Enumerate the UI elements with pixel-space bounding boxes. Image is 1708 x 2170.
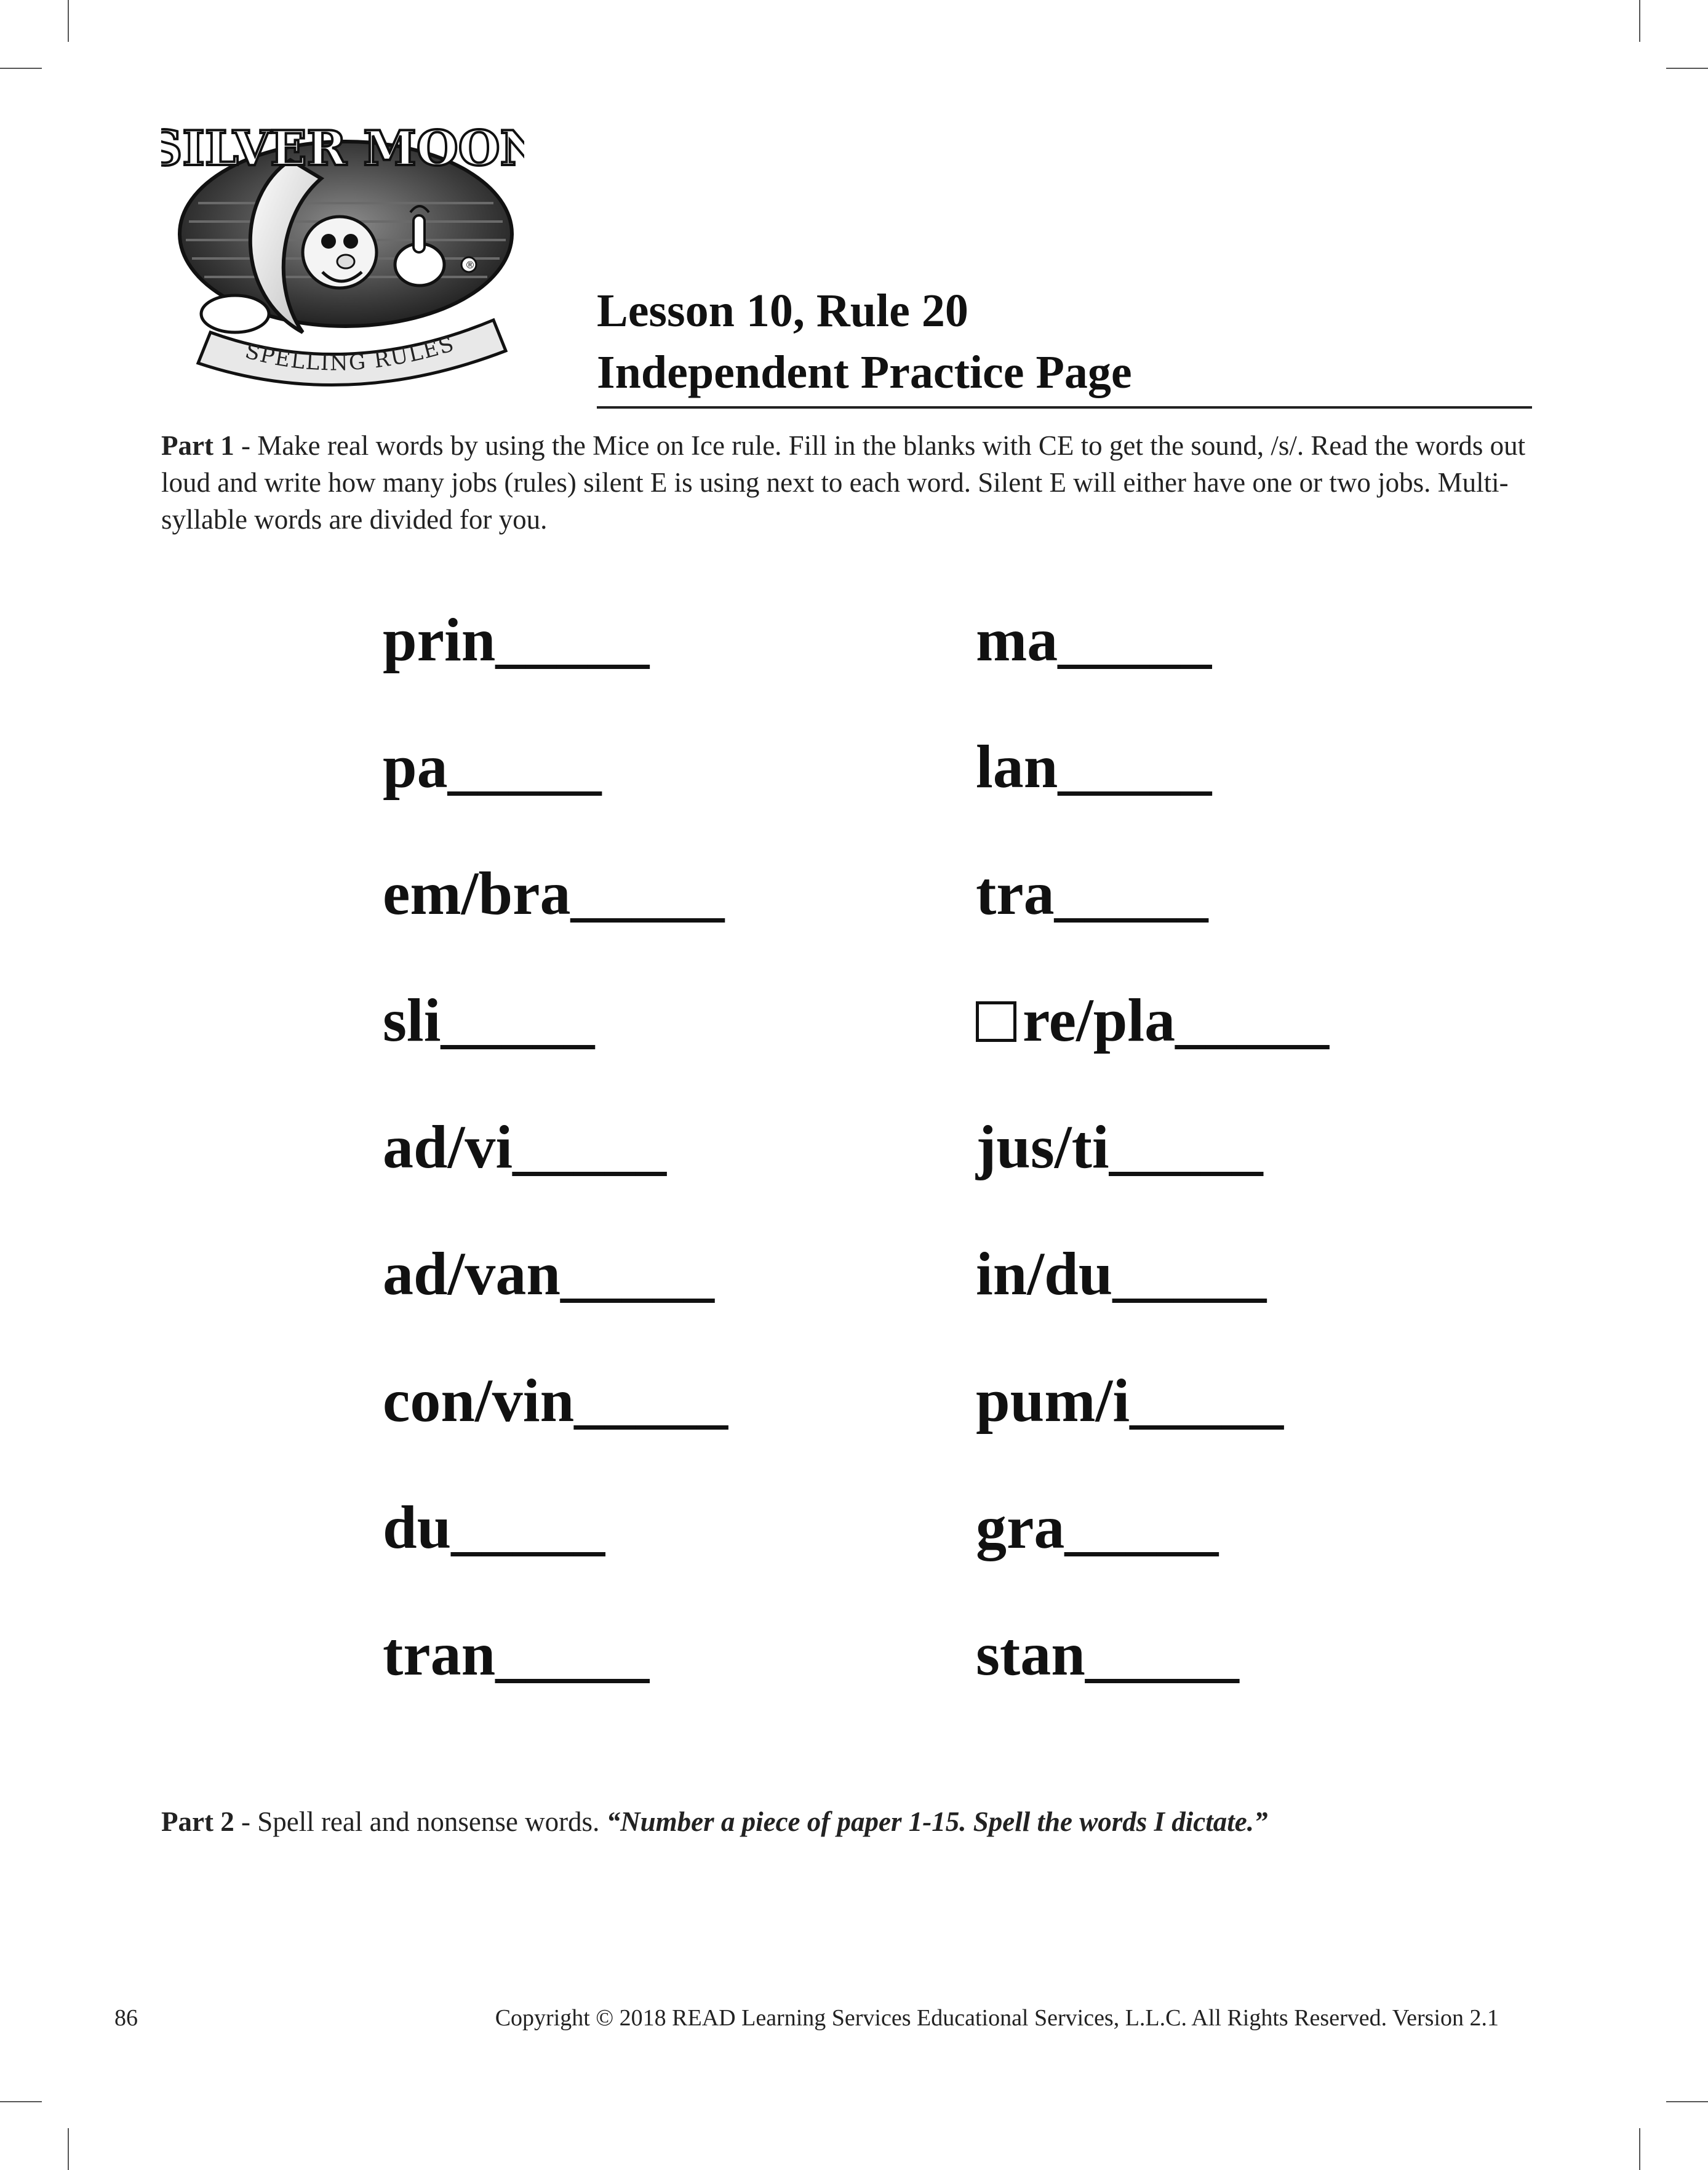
logo-brand-text: SILVER MOON (161, 121, 524, 177)
copyright-notice: Copyright © 2018 READ Learning Services Educational Services, L.L.C. All Rights Reserved. Version 2.1 (495, 2005, 1499, 2031)
crop-mark (1639, 2128, 1640, 2170)
logo-ribbon-text: SPELLING RULES (242, 331, 458, 376)
word-item-left-2[interactable]: pa_____ (383, 732, 602, 801)
word-item-left-1[interactable]: prin_____ (383, 606, 650, 674)
part2-text: - Spell real and nonsense words. (234, 1806, 607, 1837)
word-item-left-9[interactable]: tran_____ (383, 1620, 650, 1688)
part1-instructions (161, 427, 1533, 538)
word-item-left-8[interactable]: du_____ (383, 1493, 605, 1561)
word-item-right-6[interactable]: in/du_____ (976, 1239, 1267, 1308)
word-item-right-8[interactable]: gra_____ (976, 1493, 1219, 1561)
part1-text: - Make real words by using the Mice on Ice rule. Fill in the blanks with CE to get the sound, /s/. Read the words out loud and write how many jobs (rules) silent E is using next to each word. Silent E will either have one or two jobs. Multi-syllable words are divided for you. (161, 430, 1526, 535)
part2-instructions (161, 1803, 1533, 1840)
part2-label: Part 2 (161, 1806, 234, 1837)
word-item-right-9[interactable]: stan_____ (976, 1620, 1239, 1688)
word-item-right-4[interactable]: re/pla_____ (1023, 986, 1330, 1054)
checkbox-icon[interactable] (976, 1001, 1016, 1042)
crop-mark (68, 0, 69, 42)
word-item-right-3[interactable]: tra_____ (976, 859, 1208, 927)
page-title (597, 280, 1532, 403)
title-divider (597, 406, 1532, 409)
crop-mark (0, 68, 42, 69)
word-item-right-4-wrap (976, 983, 1329, 1057)
word-item-left-7[interactable]: con/vin_____ (383, 1366, 728, 1435)
word-item-right-2[interactable]: lan_____ (976, 732, 1212, 801)
practice-page-title: Independent Practice Page (597, 346, 1132, 398)
crop-mark (0, 2101, 42, 2102)
word-item-right-1[interactable]: ma_____ (976, 606, 1212, 674)
word-item-left-3[interactable]: em/bra_____ (383, 859, 725, 927)
crop-mark (68, 2128, 69, 2170)
word-item-left-6[interactable]: ad/van_____ (383, 1239, 715, 1308)
silver-moon-logo (161, 111, 524, 400)
registered-mark: ® (465, 259, 475, 271)
part1-label: Part 1 (161, 430, 234, 461)
crescent-moon-character-icon (161, 111, 524, 400)
page-number: 86 (114, 2005, 138, 2031)
crop-mark (1639, 0, 1640, 42)
part2-quote: “Number a piece of paper 1-15. Spell the words I dictate.” (606, 1806, 1268, 1837)
crop-mark (1666, 68, 1708, 69)
word-item-right-7[interactable]: pum/i_____ (976, 1366, 1284, 1435)
word-item-right-5[interactable]: jus/ti_____ (976, 1113, 1263, 1181)
lesson-title: Lesson 10, Rule 20 (597, 285, 968, 337)
word-item-left-4[interactable]: sli_____ (383, 986, 595, 1054)
crop-mark (1666, 2101, 1708, 2102)
word-item-left-5[interactable]: ad/vi_____ (383, 1113, 667, 1181)
